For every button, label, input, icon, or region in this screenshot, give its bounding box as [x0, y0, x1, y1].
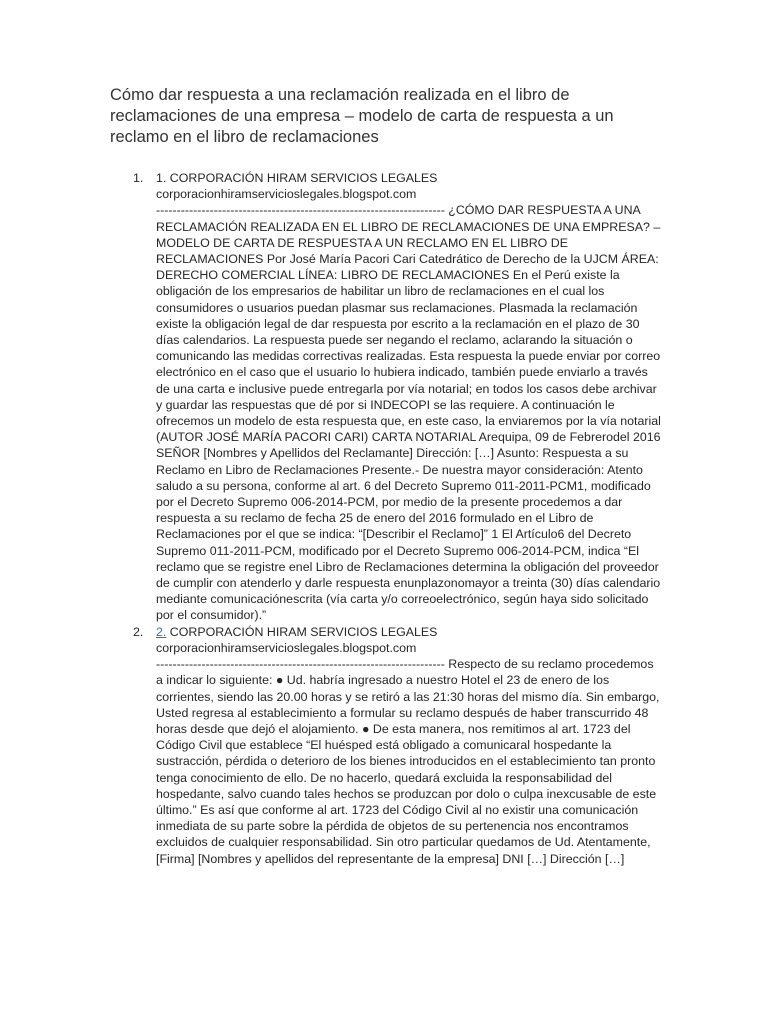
item-body: ---------------------------------------------------------------------- ¿CÓMO DAR RESPUESTA A UNA RECLAMACIÓN REALIZADA EN EL LIBRO DE RECLAMACIONES DE UNA EMPRESA? – MODELO DE CARTA DE RESPUESTA A UN RECLAMO EN EL LIBRO DE RECLAMACIONES Por José María Pacori Cari Catedrático de Derecho de la UJCM ÁREA: DERECHO COMERCIAL LÍNEA: LIBRO DE RECLAMACIONES En el Perú existe la obligación de los empresarios de habilitar un libro de reclamaciones en el cual los consumidores o usuarios puedan plasmar sus reclamaciones. Plasmada la reclamación existe la obligación legal de dar respuesta por escrito a la reclamación en el plazo de 30 días calendarios. La respuesta puede ser negando el reclamo, aclarando la situación o comunicando las medidas correctivas realizadas. Esta respuesta la puede enviar por correo electrónico en el caso que el usuario lo hubiera indicado, también puede enviarlo a través de una carta e inclusive puede entregarla por vía notarial; en todos los casos debe archivar y guardar las respuestas que dé por si INDECOPI se las requiere. A continuación le ofrecemos un modelo de esta respuesta que, en este caso, la enviaremos por la vía notarial (AUTOR JOSÉ MARÍA PACORI CARI) CARTA NOTARIAL Arequipa, 09 de Febrerodel 2016 SEÑOR [Nombres y Apellidos del Reclamante] Dirección: […] Asunto: Respuesta a su Reclamo en Libro de Reclamaciones Presente.- De nuestra mayor consideración: Atento saludo a su persona, conforme al art. 6 del Decreto Supremo 011-2011-PCM1, modificado por el Decreto Supremo 006-2014-PCM, por medio de la presente procedemos a dar respuesta a su reclamo de fecha 25 de enero del 2016 formulado en el Libro de Reclamaciones por el que se indica: “[Describir el Reclamo]” 1 El Artículo6 del Decreto Supremo 011-2011-PCM, modificado por el Decreto Supremo 006-2014-PCM, indica “El reclamo que se registre enel Libro de Reclamaciones determina la obligación del proveedor de cumplir con atenderlo y darle respuesta enunplazonomayor a treinta (30) días calendario mediante comunicaciónescrita (vía carta y/o correoelectrónico, según haya sido solicitado por el consumidor).”: [156, 203, 661, 623]
item-heading-number: 1.: [156, 171, 167, 185]
page-title: Cómo dar respuesta a una reclamación realizada en el libro de reclamaciones de una empresa – modelo de carta de respuesta a un reclamo en el libro de reclamaciones: [110, 86, 614, 146]
item-heading-line: [156, 624, 662, 640]
document-page: [110, 85, 662, 867]
item-heading-line: [156, 170, 662, 186]
item-source: corporacionhiramservicioslegales.blogspot.com: [156, 187, 417, 202]
list-item: [110, 624, 662, 867]
item-heading: CORPORACIÓN HIRAM SERVICIOS LEGALES: [169, 171, 438, 185]
list-item: [110, 170, 662, 624]
item-number-link[interactable]: 2.: [156, 624, 167, 639]
item-source: corporacionhiramservicioslegales.blogspot.com: [156, 640, 417, 655]
result-list: [110, 170, 662, 867]
list-marker: 1.: [133, 171, 144, 185]
list-marker: 2.: [133, 624, 144, 639]
item-heading: CORPORACIÓN HIRAM SERVICIOS LEGALES: [169, 624, 438, 639]
item-body: ---------------------------------------------------------------------- Respecto de su reclamo procedemos a indicar lo siguiente: ● Ud. habría ingresado a nuestro Hotel el 23 de enero de los corrientes, siendo las 20.00 horas y se retiró a las 21:30 horas del mismo día. Sin embargo, Usted regresa al establecimiento a formular su reclamo después de haber transcurrido 48 horas desde que dejó el alojamiento. ● De esta manera, nos remitimos al art. 1723 del Código Civil que establece “El huésped está obligado a comunicaral hospedante la sustracción, pérdida o deterioro de los bienes introducidos en el establecimiento tan pronto tenga conocimiento de ello. De no hacerlo, quedará excluida la responsabilidad del hospedante, salvo cuando tales hechos se produzcan por dolo o culpa inexcusable de este último.” Es así que conforme al art. 1723 del Código Civil al no existir una comunicación inmediata de su parte sobre la pérdida de objetos de su pertenencia nos encontramos excluidos de cualquier responsabilidad. Sin otro particular quedamos de Ud. Atentamente, [Firma] [Nombres y apellidos del representante de la empresa] DNI […] Dirección […]: [156, 657, 660, 866]
